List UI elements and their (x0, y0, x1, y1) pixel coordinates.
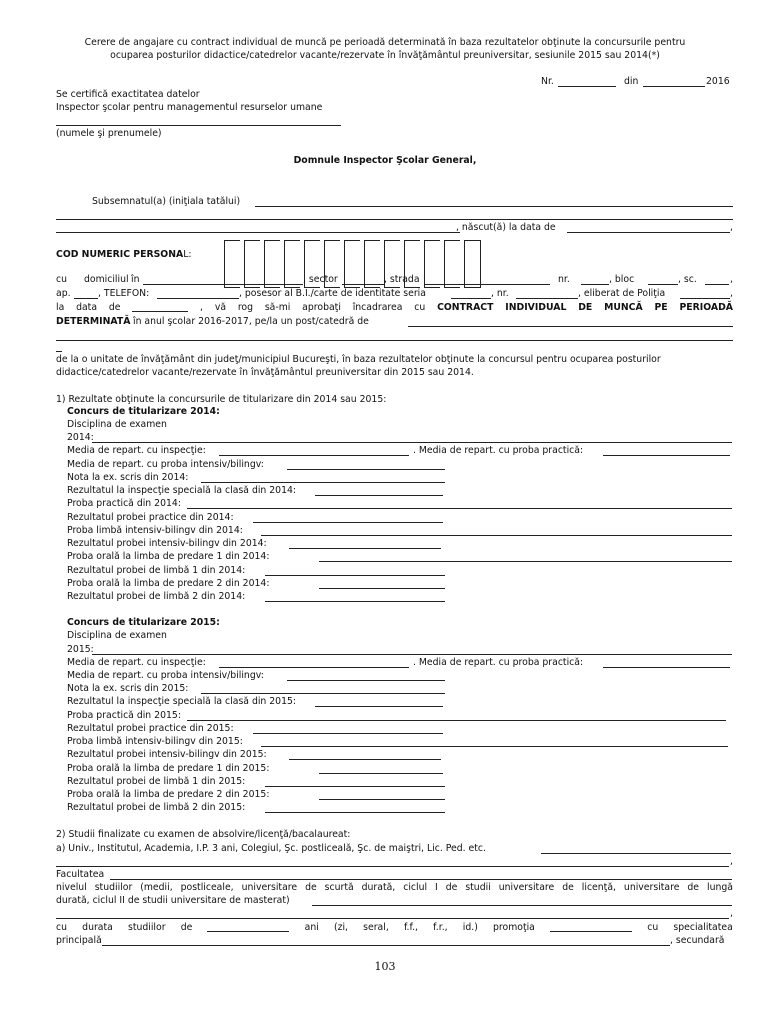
request-date-blank[interactable] (132, 303, 188, 312)
rez-limba2-2015-field[interactable] (265, 812, 445, 813)
durata-label: durată, ciclul II de studii universitare de masterat) (56, 895, 290, 906)
unitate-line1: de la o unitate de învăţământ din judeţ/municipiul Bucureşti, în baza rezultatelor obţinute la concursul pentru ocuparea posturilor (56, 354, 661, 365)
nivel-word: universitare (241, 882, 298, 893)
request-word: cu (414, 302, 426, 313)
nivel-word: studiilor (94, 882, 133, 893)
cnp-label-bold: COD NUMERIC PERSONA (56, 249, 184, 260)
id-nr-label: , nr. (491, 288, 509, 299)
request-word: data (76, 302, 98, 313)
nivel-word: de (445, 882, 458, 893)
full-name-field-line2[interactable] (56, 219, 733, 220)
nascut-label: , născut(ă) la data de (456, 222, 556, 233)
proba-practica-2015-label: Proba practică din 2015: (67, 710, 181, 721)
speciala-2015-label: Rezultatul la inspecţie specială la clasă din 2015: (67, 696, 297, 707)
cnp-digit-box[interactable] (444, 240, 460, 288)
durata-word: ani (304, 922, 319, 933)
nivel-field-line2[interactable] (56, 918, 729, 919)
year-2015-label: 2015: (67, 644, 94, 655)
ap-field[interactable] (74, 298, 98, 299)
univ-field-line2[interactable] (56, 866, 729, 867)
bloc-field[interactable] (648, 284, 678, 285)
sc-comma: , (730, 274, 733, 285)
full-name-field[interactable] (255, 206, 733, 207)
rez-practice-2014-field[interactable] (253, 522, 443, 523)
nota-2015-field[interactable] (201, 693, 445, 694)
police-comma: , (730, 288, 733, 299)
disciplina-2014-label: Disciplina de examen (67, 419, 167, 430)
birth-date-field[interactable] (567, 232, 730, 233)
univ-comma: , (730, 856, 733, 867)
determinata-label: DETERMINATĂ (56, 316, 131, 327)
nivel-word: universitare (623, 882, 680, 893)
speciala-2015-field[interactable] (315, 706, 443, 707)
orala1-2015-label: Proba orală la limba de predare 1 din 2015: (67, 763, 270, 774)
date-field[interactable] (643, 86, 705, 87)
strada-label: , strada (384, 274, 420, 285)
request-word: vă (214, 302, 227, 313)
speciala-2014-field[interactable] (315, 495, 443, 496)
request-word: aprobaţi (302, 302, 341, 313)
nivel-row (56, 883, 733, 892)
sector-label: , sector (303, 274, 338, 285)
cnp-digit-box[interactable] (284, 240, 300, 288)
years-blank[interactable] (207, 923, 289, 932)
sc-field[interactable] (705, 284, 729, 285)
rez-limba1-2015-field[interactable] (265, 786, 445, 787)
nivel-word: universitare (498, 882, 555, 893)
nivel-word: (medii, (140, 882, 173, 893)
inspector-name-field[interactable] (56, 125, 341, 126)
limba-int-2014-label: Proba limbă intensiv-bilingv din 2014: (67, 525, 243, 536)
proba-practica-2014-label: Proba practică din 2014: (67, 498, 181, 509)
durata-word: f.f., (403, 922, 419, 933)
insp-2015-label: Media de repart. cu inspecţie: (67, 657, 206, 668)
cnp-digit-box[interactable] (244, 240, 260, 288)
nota-2014-field[interactable] (201, 482, 445, 483)
rez-practice-2015-label: Rezultatul probei practice din 2015: (67, 723, 234, 734)
limba-int-2015-field[interactable] (261, 746, 728, 747)
nivel-word: de (305, 882, 317, 893)
rez-int-2014-label: Rezultatul probei intensiv-bilingv din 2014: (67, 538, 267, 549)
nota-2014-label: Nota la ex. scris din 2014: (67, 472, 189, 483)
year-2014-label: 2014: (67, 432, 94, 443)
eliberat-label: , eliberat de Poliţia (578, 288, 666, 299)
birth-date-comma: , (730, 222, 733, 233)
durata-word: durata (82, 922, 113, 933)
univ-label: a) Univ., Institutul, Academia, I.P. 3 ani, Colegiul, Şc. postliceală, Şc. de maiştri, Lic. Ped. etc. (56, 843, 486, 854)
rez-limba2-2015-label: Rezultatul probei de limbă 2 din 2015: (67, 802, 246, 813)
practica-2015-field[interactable] (603, 667, 730, 668)
section1-heading: 1) Rezultate obţinute la concursurile de titularizare din 2014 sau 2015: (56, 394, 387, 405)
durata-word: seral, (363, 922, 389, 933)
street-field[interactable] (424, 284, 550, 285)
rez-limba1-2014-label: Rezultatul probei de limbă 1 din 2014: (67, 565, 246, 576)
nivel-comma: , (730, 908, 733, 919)
orala2-2014-field[interactable] (319, 588, 445, 589)
request-word: , (200, 302, 204, 313)
principala-label: principală (56, 935, 102, 946)
rez-practice-2015-field[interactable] (253, 733, 443, 734)
facultatea-field[interactable] (110, 879, 732, 880)
practica-2014-label: . Media de repart. cu proba practică: (413, 445, 584, 456)
street-nr-field[interactable] (581, 284, 609, 285)
principala-field[interactable] (102, 945, 670, 946)
durata-word: de (180, 922, 193, 933)
cnp-label-rest: L: (183, 249, 192, 260)
concurs-2014-title: Concurs de titularizare 2014: (67, 406, 220, 417)
nivel-word: de (562, 882, 574, 893)
document-title-line2: ocuparea posturilor didactice/catedrelor vacante/rezervate în învăţământul preuniversitar, sesiunile 2015 sau 2014(*) (110, 50, 660, 61)
insp-2014-field[interactable] (219, 455, 409, 456)
disciplina-2015-label: Disciplina de examen (67, 630, 167, 641)
rez-limba2-2014-field[interactable] (265, 601, 445, 602)
nivel-word: I (435, 882, 438, 893)
id-series-field[interactable] (451, 298, 491, 299)
rez-int-2014-field[interactable] (289, 548, 441, 549)
cnp-digit-box[interactable] (264, 240, 280, 288)
post-field-line2[interactable] (56, 340, 733, 341)
disciplina-2014-field[interactable] (92, 442, 732, 443)
intensiv-2015-label: Media de repart. cu proba intensiv/bilingv: (67, 670, 264, 681)
nr-field[interactable] (558, 86, 616, 87)
intensiv-2014-field[interactable] (287, 469, 445, 470)
rez-int-2015-field[interactable] (289, 759, 441, 760)
nivel-word: studii (465, 882, 491, 893)
request-word: PERIOADĂ (679, 302, 733, 313)
disciplina-2015-field[interactable] (92, 654, 732, 655)
salutation: Domnule Inspector Şcolar General, (293, 155, 477, 166)
practica-2015-label: . Media de repart. cu proba practică: (413, 657, 584, 668)
document-title-line1: Cerere de angajare cu contract individual de muncă pe perioadă determinată în baza rezultatelor obţinute la concursurile pentru (84, 37, 686, 48)
facultatea-label: Facultatea (56, 869, 105, 880)
nivel-word: nivelul (56, 882, 87, 893)
nivel-word: licenţă, (581, 882, 616, 893)
nr-label: Nr. (541, 76, 554, 87)
insp-2015-field[interactable] (219, 667, 409, 668)
nivel-word: ciclul (403, 882, 428, 893)
durata-word: studiilor (127, 922, 166, 933)
univ-field[interactable] (541, 853, 731, 854)
nota-2015-label: Nota la ex. scris din 2015: (67, 683, 189, 694)
unitate-line2: didactice/catedrelor vacante/rezervate în învăţământul preuniversitar din 2015 sau 2014. (56, 367, 474, 378)
durata-word: f.r., (433, 922, 448, 933)
telefon-label: , TELEFON: (98, 288, 150, 299)
orala1-2014-label: Proba orală la limba de predare 1 din 2014: (67, 551, 270, 562)
nivel-word: de (687, 882, 700, 893)
bloc-label: , bloc (609, 274, 635, 285)
domiciliu-label: domiciliul (84, 274, 129, 285)
year-label: 2016 (706, 76, 730, 87)
cnp-digit-box[interactable] (344, 240, 360, 288)
orala2-2015-field[interactable] (319, 799, 445, 800)
inspector-name-label: (numele şi prenumele) (56, 128, 162, 139)
rez-limba1-2014-field[interactable] (265, 575, 445, 576)
promotia-blank[interactable] (550, 923, 632, 932)
birth-place-field[interactable] (56, 232, 460, 233)
nivel-word: durată, (361, 882, 396, 893)
police-field[interactable] (680, 298, 730, 299)
id-series-label: , posesor al B.I./carte de identitate seria (239, 288, 426, 299)
intensiv-2015-field[interactable] (287, 680, 445, 681)
request-word: CONTRACT (437, 302, 494, 313)
sector-field[interactable] (342, 284, 384, 285)
ap-label: ap. (56, 288, 71, 299)
orala1-2015-field[interactable] (319, 773, 443, 774)
cnp-label (56, 250, 192, 259)
durata-word: cu (647, 922, 659, 933)
request-word: DE (578, 302, 593, 313)
domiciliu-cu: cu (56, 274, 68, 285)
cnp-digit-box[interactable] (464, 240, 481, 288)
request-word: să-mi (264, 302, 291, 313)
limba-int-2015-label: Proba limbă intensiv-bilingv din 2015: (67, 736, 243, 747)
practica-2014-field[interactable] (603, 455, 730, 456)
din-label: din (624, 76, 639, 87)
nivel-field[interactable] (312, 905, 732, 906)
locality-field[interactable] (143, 284, 303, 285)
street-nr-label: nr. (558, 274, 570, 285)
orala2-2015-label: Proba orală la limba de predare 2 din 2015: (67, 789, 270, 800)
rez-limba1-2015-label: Rezultatul probei de limbă 1 din 2015: (67, 776, 246, 787)
request-word: încadrarea (352, 302, 403, 313)
certify-line1: Se certifică exactitatea datelor (56, 89, 200, 100)
intensiv-2014-label: Media de repart. cu proba intensiv/bilingv: (67, 459, 264, 470)
request-row (56, 303, 733, 312)
nivel-word: postliceale, (180, 882, 234, 893)
domiciliu-in: în (131, 274, 140, 285)
request-word: MUNCĂ (604, 302, 643, 313)
id-nr-field[interactable] (516, 298, 578, 299)
concurs-2015-title: Concurs de titularizare 2015: (67, 617, 220, 628)
cnp-digit-box[interactable] (424, 240, 440, 288)
orala2-2014-label: Proba orală la limba de predare 2 din 2014: (67, 578, 270, 589)
insp-2014-label: Media de repart. cu inspecţie: (67, 445, 206, 456)
durata-word: promoţia (493, 922, 535, 933)
limba-int-2014-field[interactable] (261, 535, 732, 536)
certify-line2: Inspector şcolar pentru managementul resurselor umane (56, 102, 323, 113)
request-word: rog (237, 302, 254, 313)
nivel-word: lungă (706, 882, 733, 893)
cnp-digit-box[interactable] (364, 240, 380, 288)
durata-word: (zi, (333, 922, 349, 933)
section2-heading: 2) Studii finalizate cu examen de absolvire/licenţă/bacalaureat: (56, 829, 351, 840)
subsemnatul-label: Subsemnatul(a) (iniţiala tatălui) (92, 196, 241, 207)
durata-row (56, 923, 733, 932)
rez-practice-2014-label: Rezultatul probei practice din 2014: (67, 512, 234, 523)
speciala-2014-label: Rezultatul la inspecţie specială la clasă din 2014: (67, 485, 297, 496)
rez-limba2-2014-label: Rezultatul probei de limbă 2 din 2014: (67, 591, 246, 602)
orala1-2014-field[interactable] (319, 561, 732, 562)
secundara-label: , secundară (670, 935, 725, 946)
proba-practica-2014-field[interactable] (187, 508, 732, 509)
rez-int-2015-label: Rezultatul probei intensiv-bilingv din 2015: (67, 749, 267, 760)
unitate-leading-blank[interactable] (56, 351, 62, 352)
proba-practica-2015-field[interactable] (187, 720, 726, 721)
request-word: PE (654, 302, 668, 313)
request-word: de (108, 302, 121, 313)
request-word: la (56, 302, 65, 313)
cnp-digit-box[interactable] (224, 240, 240, 288)
sc-label: , sc. (678, 274, 697, 285)
request-word: INDIVIDUAL (505, 302, 567, 313)
phone-field[interactable] (157, 298, 239, 299)
durata-word: cu (56, 922, 68, 933)
durata-word: id.) (462, 922, 478, 933)
post-field[interactable] (408, 326, 733, 327)
school-year-label: în anul şcolar 2016-2017, pe/la un post/catedră de (133, 316, 369, 327)
page-number: 103 (374, 960, 396, 973)
durata-word: specialitatea (673, 922, 733, 933)
nivel-word: scurtă (324, 882, 354, 893)
